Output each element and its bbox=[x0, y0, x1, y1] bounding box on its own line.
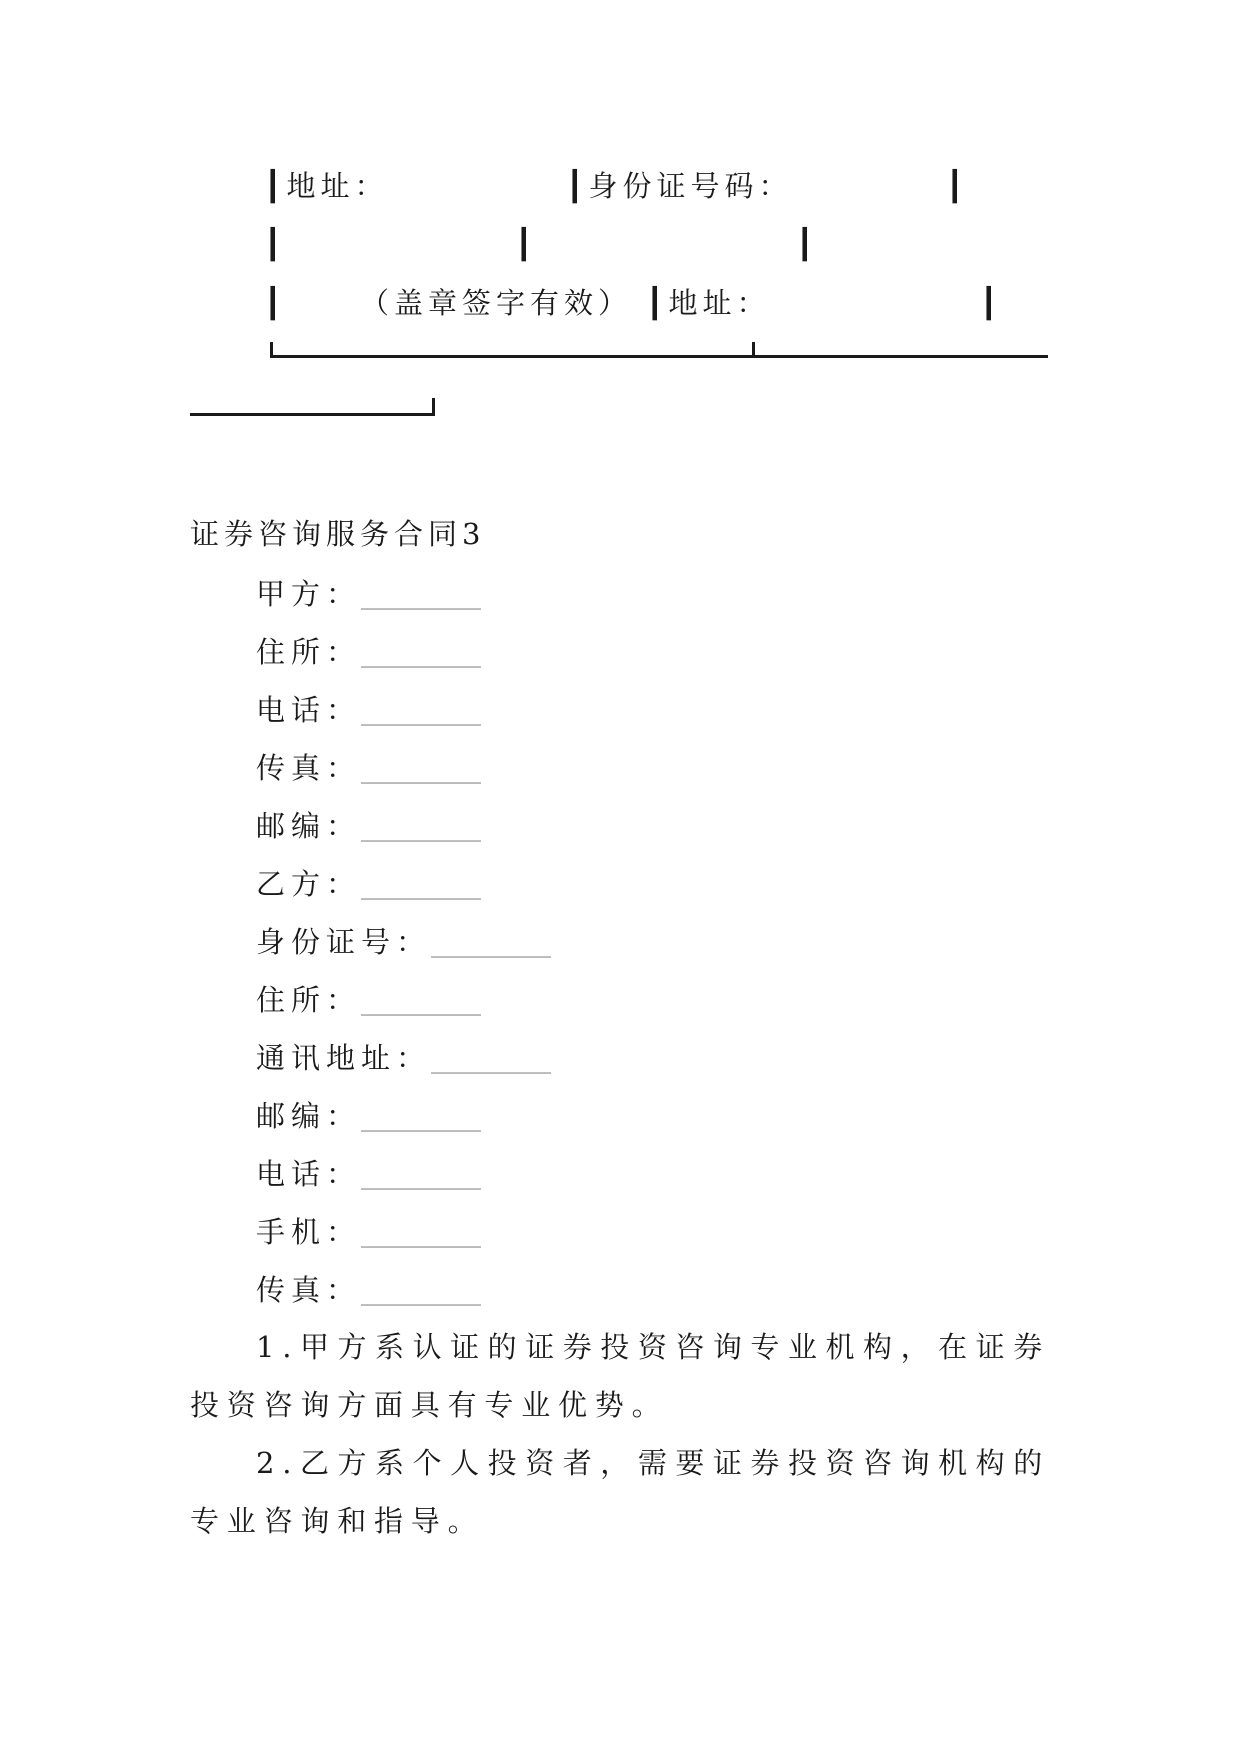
field-label: 电话： bbox=[256, 1157, 362, 1191]
table-row-3-mid: ┃地址： bbox=[646, 286, 771, 320]
field-row bbox=[256, 1270, 481, 1312]
field-blank[interactable]: __________ bbox=[361, 1104, 482, 1132]
field-label: 传真： bbox=[256, 751, 362, 785]
field-row bbox=[256, 806, 481, 848]
field-label: 传真： bbox=[256, 1273, 362, 1307]
field-label: 甲方： bbox=[256, 577, 362, 611]
table-row-2-c: ┃ bbox=[796, 227, 819, 261]
table-row-3-left: ┃ bbox=[264, 286, 287, 320]
field-row bbox=[256, 980, 481, 1022]
field-blank[interactable]: __________ bbox=[361, 1162, 482, 1190]
table-row-2-b: ┃ bbox=[515, 227, 538, 261]
field-row bbox=[256, 574, 481, 616]
field-blank[interactable]: __________ bbox=[361, 1278, 482, 1306]
field-row bbox=[256, 1154, 481, 1196]
table-row-3-right: ┃ bbox=[980, 286, 1003, 320]
field-label: 住所： bbox=[256, 635, 362, 669]
field-blank[interactable]: __________ bbox=[361, 640, 482, 668]
table-row-1-mid: ┃身份证号码： bbox=[566, 169, 793, 203]
field-blank[interactable]: __________ bbox=[361, 756, 482, 784]
field-blank[interactable]: __________ bbox=[361, 1220, 482, 1248]
table-bottom-border bbox=[270, 355, 1048, 358]
field-label: 通讯地址： bbox=[256, 1041, 432, 1075]
field-label: 邮编： bbox=[256, 1099, 362, 1133]
field-blank[interactable]: __________ bbox=[361, 814, 482, 842]
field-blank[interactable]: __________ bbox=[431, 930, 552, 958]
field-label: 电话： bbox=[256, 693, 362, 727]
field-row bbox=[256, 864, 481, 906]
field-row bbox=[256, 1096, 481, 1138]
field-row bbox=[256, 922, 551, 964]
field-row bbox=[256, 632, 481, 674]
seal-signature-note: （盖章签字有效） bbox=[360, 286, 633, 320]
table-row-1-left: ┃地址： bbox=[264, 169, 389, 203]
table-row-1-right: ┃ bbox=[946, 169, 969, 203]
table-bottom-right-corner bbox=[432, 398, 435, 416]
field-blank[interactable]: __________ bbox=[361, 872, 482, 900]
field-blank[interactable]: __________ bbox=[361, 698, 482, 726]
field-row bbox=[256, 748, 481, 790]
field-label: 住所： bbox=[256, 983, 362, 1017]
field-label: 邮编： bbox=[256, 809, 362, 843]
field-blank[interactable]: __________ bbox=[361, 582, 482, 610]
table-bottom-border-continued bbox=[190, 413, 434, 416]
table-row-2-a: ┃ bbox=[264, 227, 287, 261]
field-label: 身份证号： bbox=[256, 925, 432, 959]
field-label: 乙方： bbox=[256, 867, 362, 901]
field-row bbox=[256, 690, 481, 732]
table-bottom-junction bbox=[752, 342, 755, 358]
field-blank[interactable]: __________ bbox=[431, 1046, 552, 1074]
clause-2: 2.乙方系个人投资者，需要证券投资咨询机构的专业咨询和指导。 bbox=[190, 1446, 1050, 1538]
clause-1: 1.甲方系认证的证券投资咨询专业机构，在证券投资咨询方面具有专业优势。 bbox=[190, 1330, 1050, 1422]
document-title: 证券咨询服务合同3 bbox=[190, 517, 486, 551]
field-row bbox=[256, 1212, 481, 1254]
field-row bbox=[256, 1038, 551, 1080]
field-blank[interactable]: __________ bbox=[361, 988, 482, 1016]
field-label: 手机： bbox=[256, 1215, 362, 1249]
